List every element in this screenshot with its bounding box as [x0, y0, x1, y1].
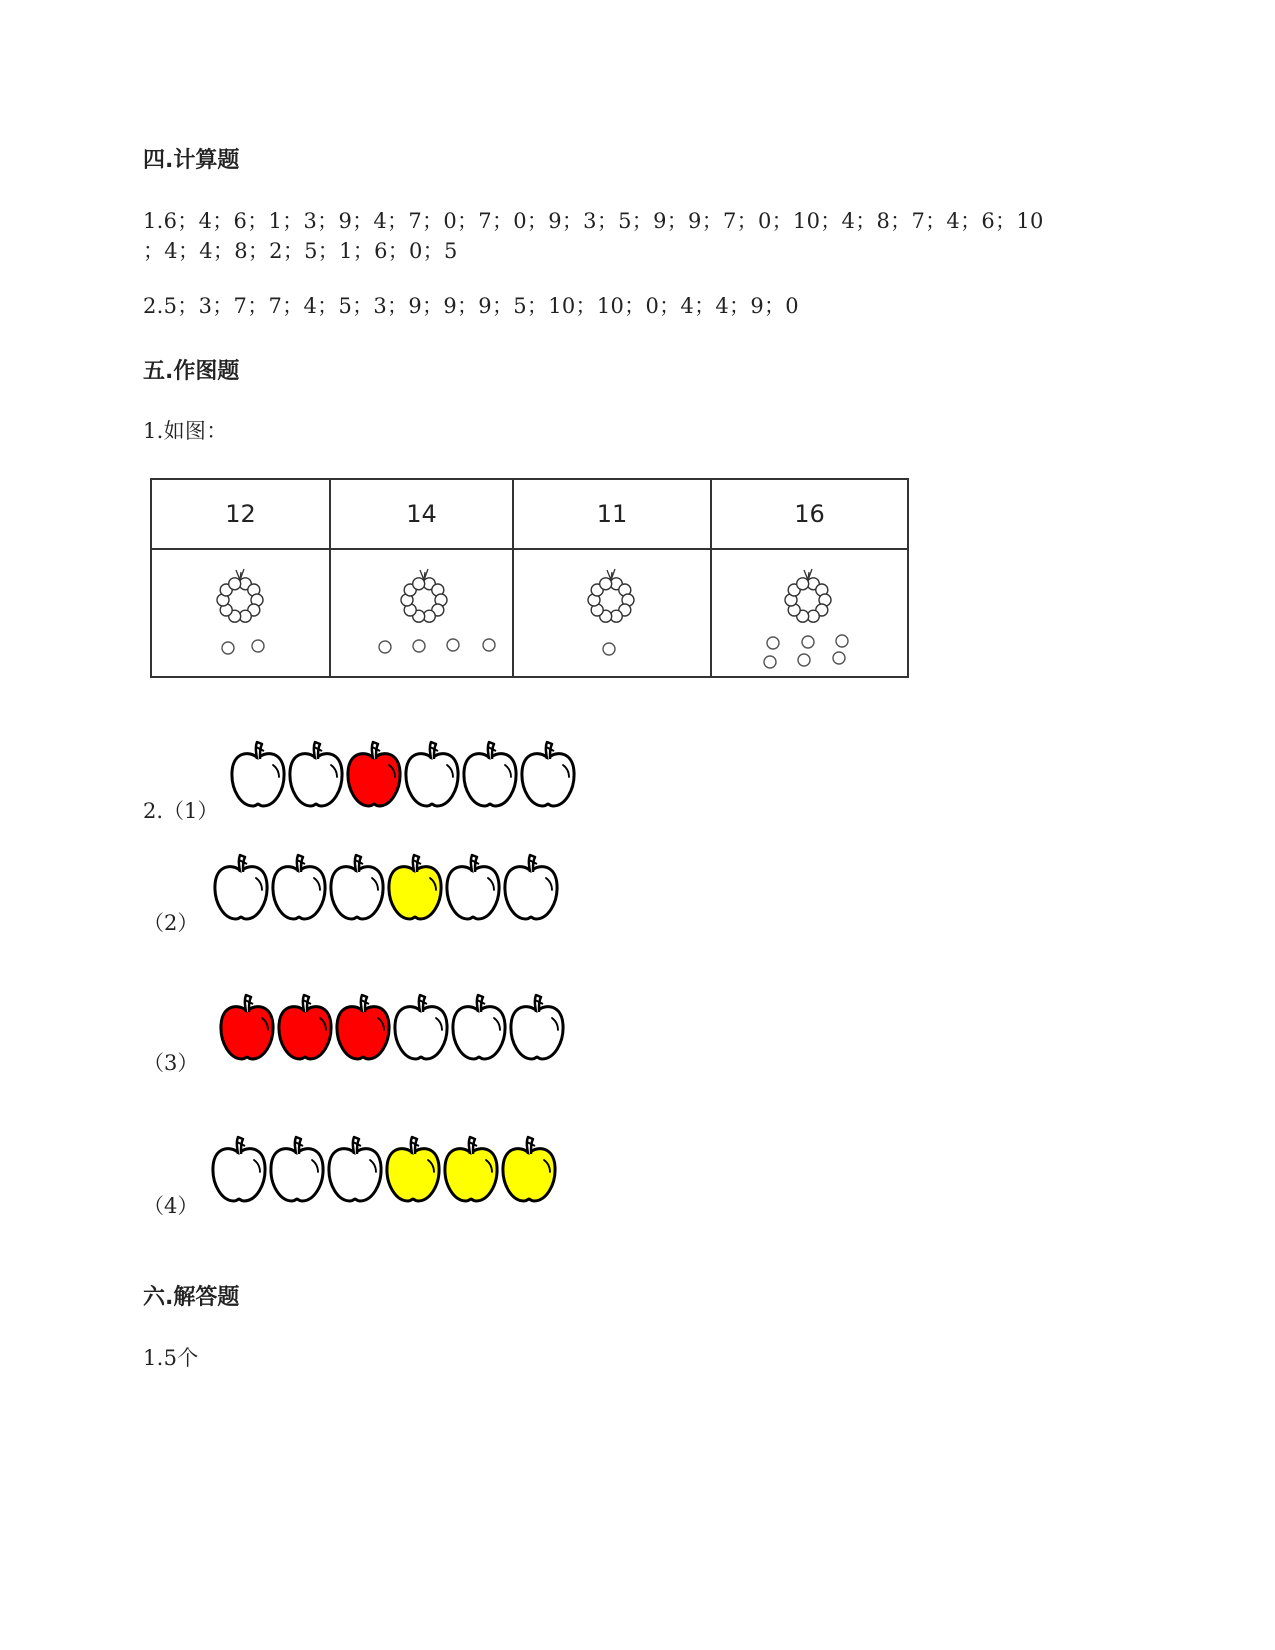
- apple-icon: [212, 851, 270, 923]
- apple-icon: [461, 738, 519, 810]
- apple-icon: [345, 738, 403, 810]
- apple-icon: [334, 991, 392, 1063]
- apple-icon: [229, 738, 287, 810]
- table-header-cell: 11: [513, 479, 711, 549]
- section-heading-calc: 四.计算题: [143, 148, 240, 173]
- bead-picture-cell: [151, 549, 330, 677]
- apple-icon: [268, 1133, 326, 1205]
- bead-picture-12: [152, 550, 329, 672]
- bead-picture-16: [712, 550, 907, 672]
- apple-icon: [287, 738, 345, 810]
- apple-icon: [500, 1133, 558, 1205]
- apple-row-4: [210, 1133, 558, 1205]
- apple-icon: [210, 1133, 268, 1205]
- apple-icon: [502, 851, 560, 923]
- section-heading-solve: 六.解答题: [143, 1285, 240, 1310]
- calc-answer-1-line2: ；4；4；8；2；5；1；6；0；5: [143, 239, 458, 263]
- bead-icon: [600, 578, 612, 590]
- apple-row-3: [218, 991, 566, 1063]
- apple-icon: [328, 851, 386, 923]
- section-heading-draw: 五.作图题: [143, 359, 240, 384]
- calc-answer-2: 2.5；3；7；7；4；5；3；9；9；9；5；10；10；0；4；4；9；0: [143, 294, 799, 318]
- apple-question-label: （3）: [143, 1051, 199, 1075]
- bead-picture-cell: [330, 549, 513, 677]
- apple-icon: [519, 738, 577, 810]
- apple-icon: [442, 1133, 500, 1205]
- apple-icon: [450, 991, 508, 1063]
- apple-question-label: 2.（1）: [143, 799, 219, 823]
- apple-icon: [444, 851, 502, 923]
- solve-answer-1: 1.5个: [143, 1346, 199, 1370]
- apple-row-2: [212, 851, 560, 923]
- bead-picture-11: [514, 550, 710, 672]
- apple-question-label: （4）: [143, 1194, 199, 1218]
- apple-icon: [270, 851, 328, 923]
- apple-icon: [384, 1133, 442, 1205]
- apple-icon: [403, 738, 461, 810]
- table-header-cell: 12: [151, 479, 330, 549]
- apple-icon: [386, 851, 444, 923]
- calc-answer-1-line1: 1.6；4；6；1；3；9；4；7；0；7；0；9；3；5；9；9；7；0；10；4；8；7；4；6；10: [143, 209, 1044, 233]
- table-header-cell: 14: [330, 479, 513, 549]
- bead-icon: [413, 578, 425, 590]
- bead-icon: [229, 578, 241, 590]
- apple-icon: [508, 991, 566, 1063]
- apple-question-label: （2）: [143, 911, 199, 935]
- apple-icon: [392, 991, 450, 1063]
- table-header-cell: 16: [711, 479, 908, 549]
- bead-picture-cell: [711, 549, 908, 677]
- apple-icon: [276, 991, 334, 1063]
- bead-icon: [797, 578, 809, 590]
- bead-picture-cell: [513, 549, 711, 677]
- bead-picture-14: [331, 550, 512, 672]
- bead-count-table: [150, 478, 909, 678]
- apple-icon: [326, 1133, 384, 1205]
- apple-icon: [218, 991, 276, 1063]
- draw-answer-1-label: 1.如图：: [143, 419, 228, 443]
- apple-row-1: [229, 738, 577, 810]
